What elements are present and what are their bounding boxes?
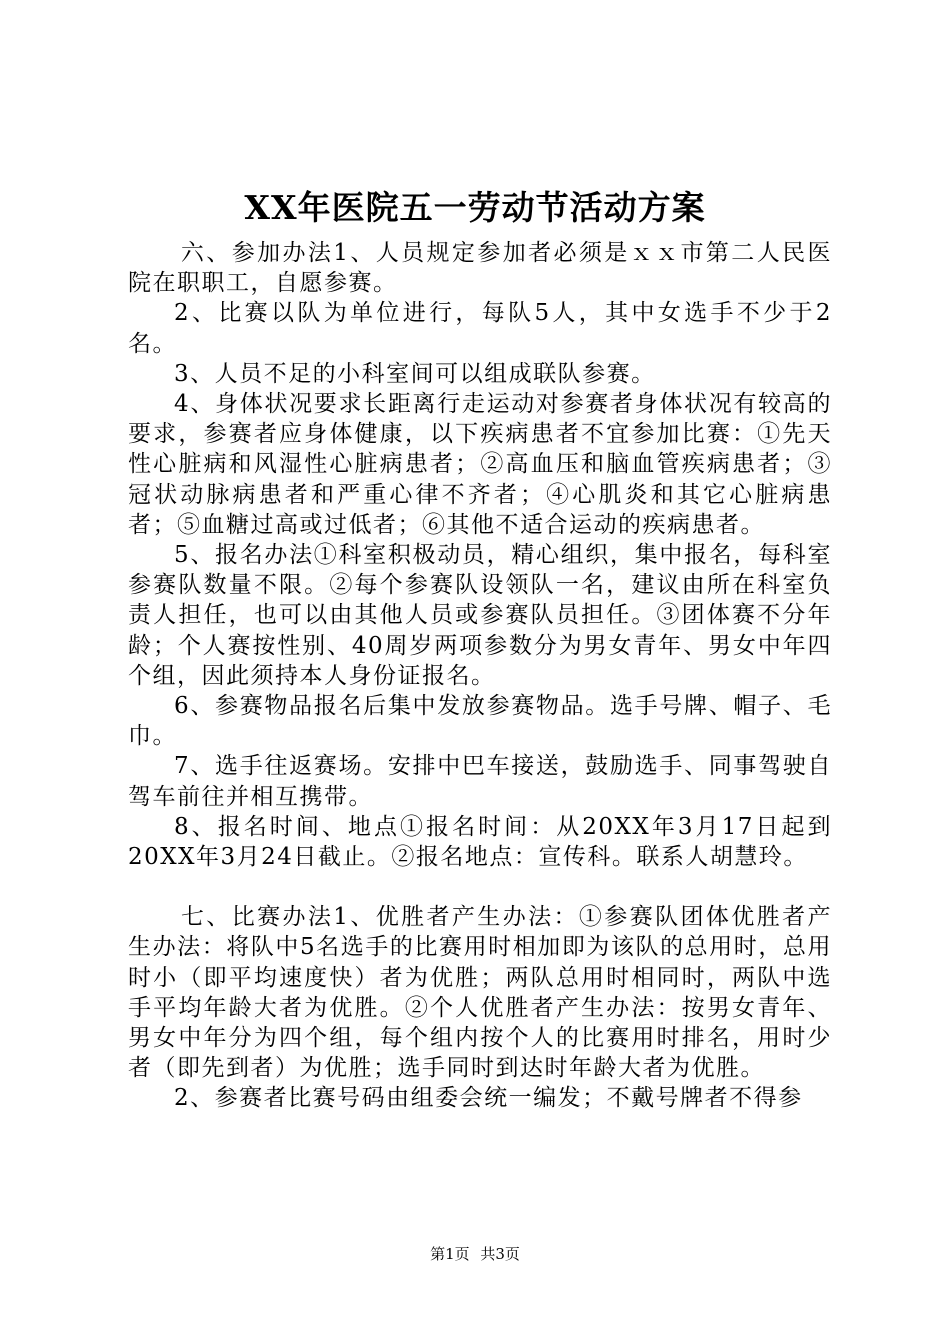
paragraph-section-7-item-1: 七、比赛办法1、优胜者产生办法：①参赛队团体优胜者产生办法：将队中5名选手的比赛用时相加即为该队的总用时，总用时小（即平均速度快）者为优胜；两队总用时相同时，两队中选手平均年龄大者为优胜。②个人优胜者产生办法：按男女青年、男女中年分为四个组，每个组内按个人的比赛用时排名，用时少者（即先到者）为优胜；选手同时到达时年龄大者为优胜。 bbox=[128, 904, 832, 1082]
document-body bbox=[128, 238, 832, 1114]
document-title: XX年医院五一劳动节活动方案 bbox=[244, 188, 706, 227]
paragraph-section-6-item-1: 六、参加办法1、人员规定参加者必须是ｘｘ市第二人民医院在职职工，自愿参赛。 bbox=[128, 240, 832, 297]
paragraph-item-5: 5、报名办法①科室积极动员，精心组织，集中报名，每科室参赛队数量不限。②每个参赛队设领队一名，建议由所在科室负责人担任，也可以由其他人员或参赛队员担任。③团体赛不分年龄；个人赛按性别、40周岁两项参数分为男女青年、男女中年四个组，因此须持本人身份证报名。 bbox=[128, 542, 832, 689]
paragraph-item-4: 4、身体状况要求长距离行走运动对参赛者身体状况有较高的要求，参赛者应身体健康，以下疾病患者不宜参加比赛：①先天性心脏病和风湿性心脏病患者；②高血压和脑血管疾病患者；③冠状动脉病患者和严重心律不齐者；④心肌炎和其它心脏病患者；⑤血糖过高或过低者；⑥其他不适合运动的疾病患者。 bbox=[128, 391, 832, 538]
page-footer bbox=[0, 1244, 950, 1264]
paragraph-item-6: 6、参赛物品报名后集中发放参赛物品。选手号牌、帽子、毛巾。 bbox=[128, 693, 832, 750]
paragraph-item-8: 8、报名时间、地点①报名时间：从20XX年3月17日起到20XX年3月24日截止。②报名地点：宣传科。联系人胡慧玲。 bbox=[128, 813, 832, 871]
paragraph-item-7: 7、选手往返赛场。安排中巴车接送，鼓励选手、同事驾驶自驾车前往并相互携带。 bbox=[128, 753, 832, 810]
page-total: 共3页 bbox=[480, 1245, 520, 1263]
paragraph-section-7-item-2: 2、参赛者比赛号码由组委会统一编发；不戴号牌者不得参 bbox=[174, 1085, 803, 1112]
paragraph-item-3: 3、人员不足的小科室间可以组成联队参赛。 bbox=[174, 360, 656, 387]
paragraph-item-2: 2、比赛以队为单位进行，每队5人，其中女选手不少于2名。 bbox=[128, 300, 832, 357]
page-number: 第1页 bbox=[430, 1245, 470, 1263]
